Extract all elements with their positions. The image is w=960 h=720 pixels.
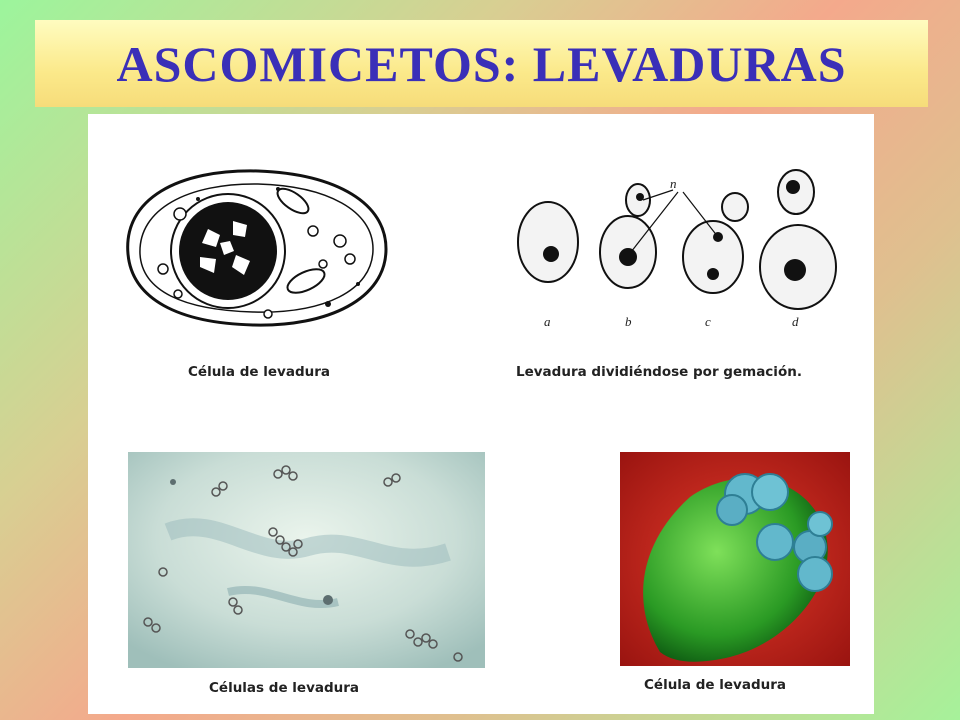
yeast-micrograph: [128, 452, 485, 668]
budding-label-a: a: [544, 314, 551, 329]
budding-sequence-drawing: [513, 162, 848, 322]
caption-micrograph: Células de levadura: [209, 680, 360, 696]
budding-label-d: d: [792, 314, 799, 329]
figure-panel: [88, 114, 874, 714]
yeast-cell-drawing: [118, 159, 393, 334]
budding-label-n: n: [670, 176, 677, 191]
budding-label-b: b: [625, 314, 632, 329]
caption-sem: Célula de levadura: [644, 677, 786, 693]
title-banner: [35, 20, 928, 107]
yeast-sem-image: [620, 452, 850, 666]
budding-label-c: c: [705, 314, 711, 329]
caption-cell-drawing: Célula de levadura: [188, 364, 330, 380]
slide-title: ASCOMICETOS: LEVADURAS: [116, 35, 847, 92]
caption-budding: Levadura dividiéndose por gemación.: [516, 364, 802, 380]
